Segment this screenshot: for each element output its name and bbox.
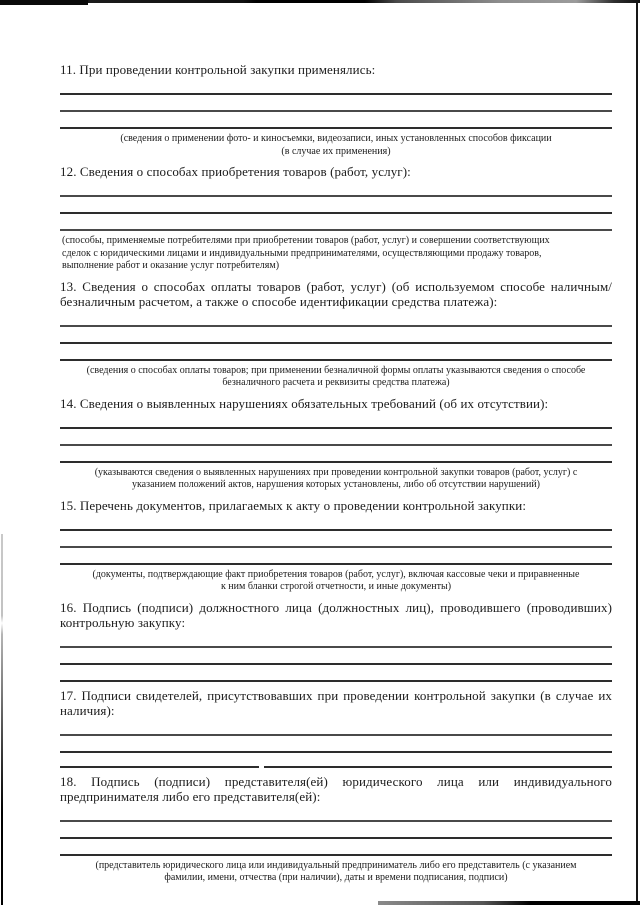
caption-line: сделок с юридическими лицами и индивидуальными предпринимателями, осуществляющими продажу товаров, [62, 247, 542, 259]
blank-line [60, 327, 612, 344]
blank-line [60, 429, 612, 446]
blank-line [60, 531, 612, 548]
blank-line [60, 78, 612, 95]
section-11-caption [60, 133, 612, 158]
section-12-blank-lines [60, 180, 612, 231]
caption-line: к ним бланки строгой отчетности, и иные документы) [220, 581, 452, 592]
section-15-blank-lines [60, 514, 612, 565]
section-16-title: 16. Подпись (подписи) должностного лица (должностных лиц), проводившего (проводивших) контрольную закупку: [60, 599, 612, 630]
blank-line [60, 344, 612, 361]
section-15 [60, 498, 612, 594]
form-content [60, 62, 612, 891]
caption-line: (способы, применяемые потребителями при приобретении товаров (работ, услуг) и совершении соответствующих [62, 235, 550, 246]
section-13 [60, 279, 612, 390]
scan-artifact-top-edge [0, 0, 640, 3]
caption-line: (представитель юридического лица или индивидуальный предприниматель либо его представитель (с указанием [95, 859, 577, 871]
blank-line [60, 822, 612, 839]
blank-line [60, 197, 612, 214]
blank-line-split [60, 753, 612, 768]
blank-line [60, 95, 612, 112]
section-15-title: 15. Перечень документов, прилагаемых к акту о проведении контрольной закупки: [60, 497, 527, 513]
section-17 [60, 688, 612, 768]
caption-line: (указываются сведения о выявленных нарушениях при проведении контрольной закупки товаров (работ, услуг) с [94, 466, 578, 478]
caption-line: безналичного расчета и реквизиты средства платежа) [222, 377, 450, 388]
blank-line-segment [264, 753, 612, 768]
blank-line [60, 310, 612, 327]
section-12-title: 12. Сведения о способах приобретения товаров (работ, услуг): [60, 164, 411, 179]
section-18-blank-lines [60, 805, 612, 856]
blank-line [60, 112, 612, 129]
section-14-caption [60, 467, 612, 492]
section-16 [60, 600, 612, 682]
caption-line: (документы, подтверждающие факт приобретения товаров (работ, услуг), включая кассовые чеки и приравненные [92, 568, 580, 580]
caption-line: (в случае их применения) [281, 145, 391, 157]
section-14-blank-lines [60, 412, 612, 463]
section-12-caption [60, 235, 612, 273]
blank-line [60, 736, 612, 753]
blank-line [60, 446, 612, 463]
blank-line [60, 548, 612, 565]
section-14-title: 14. Сведения о выявленных нарушениях обязательных требований (об их отсутствии): [60, 395, 549, 411]
blank-line [60, 214, 612, 231]
section-11-title: 11. При проведении контрольной закупки применялись: [60, 62, 376, 77]
section-13-title: 13. Сведения о способах оплаты товаров (работ, услуг) (об используемом способе наличным/безналичным расчетом, а также о способе идентификации средства платежа): [60, 278, 612, 309]
section-11-blank-lines [60, 78, 612, 129]
caption-line: фамилии, имени, отчества (при наличии), даты и времени подписания, подписи) [164, 872, 508, 883]
section-17-title: 17. Подписи свидетелей, присутствовавших при проведении контрольной закупки (в случае их наличия): [60, 687, 612, 718]
blank-line [60, 631, 612, 648]
blank-line [60, 514, 612, 531]
section-18-title: 18. Подпись (подписи) представителя(ей) юридического лица или индивидуального предпринимателя либо его представителя(ей): [60, 773, 612, 804]
scan-artifact-bottom-edge [378, 901, 640, 905]
blank-line [60, 180, 612, 197]
blank-line-segment [60, 753, 259, 768]
section-13-caption [60, 365, 612, 390]
blank-line [60, 719, 612, 736]
scan-artifact-right-edge [636, 0, 638, 905]
caption-line: выполнение работ и оказание услуг потребителям) [62, 260, 280, 271]
section-13-blank-lines [60, 310, 612, 361]
blank-line [60, 805, 612, 822]
blank-line [60, 665, 612, 682]
section-15-caption [60, 569, 612, 594]
section-18-caption [60, 860, 612, 885]
section-17-blank-lines [60, 719, 612, 768]
blank-line [60, 648, 612, 665]
section-12 [60, 164, 612, 273]
scan-artifact-left-edge [1, 534, 3, 905]
blank-line [60, 839, 612, 856]
caption-line: (сведения о применении фото- и киносъемки, видеозаписи, иных установленных способов фиксации [120, 133, 552, 144]
caption-line: указанием положений актов, нарушения которых установлены, либо об отсутствии нарушений) [131, 479, 541, 490]
section-11 [60, 62, 612, 158]
blank-line [60, 412, 612, 429]
section-14 [60, 396, 612, 492]
section-18 [60, 774, 612, 885]
scan-artifact-top-left [0, 0, 88, 5]
section-16-blank-lines [60, 631, 612, 682]
caption-line: (сведения о способах оплаты товаров; при применении безналичной формы оплаты указываются сведения о способе [86, 364, 586, 376]
